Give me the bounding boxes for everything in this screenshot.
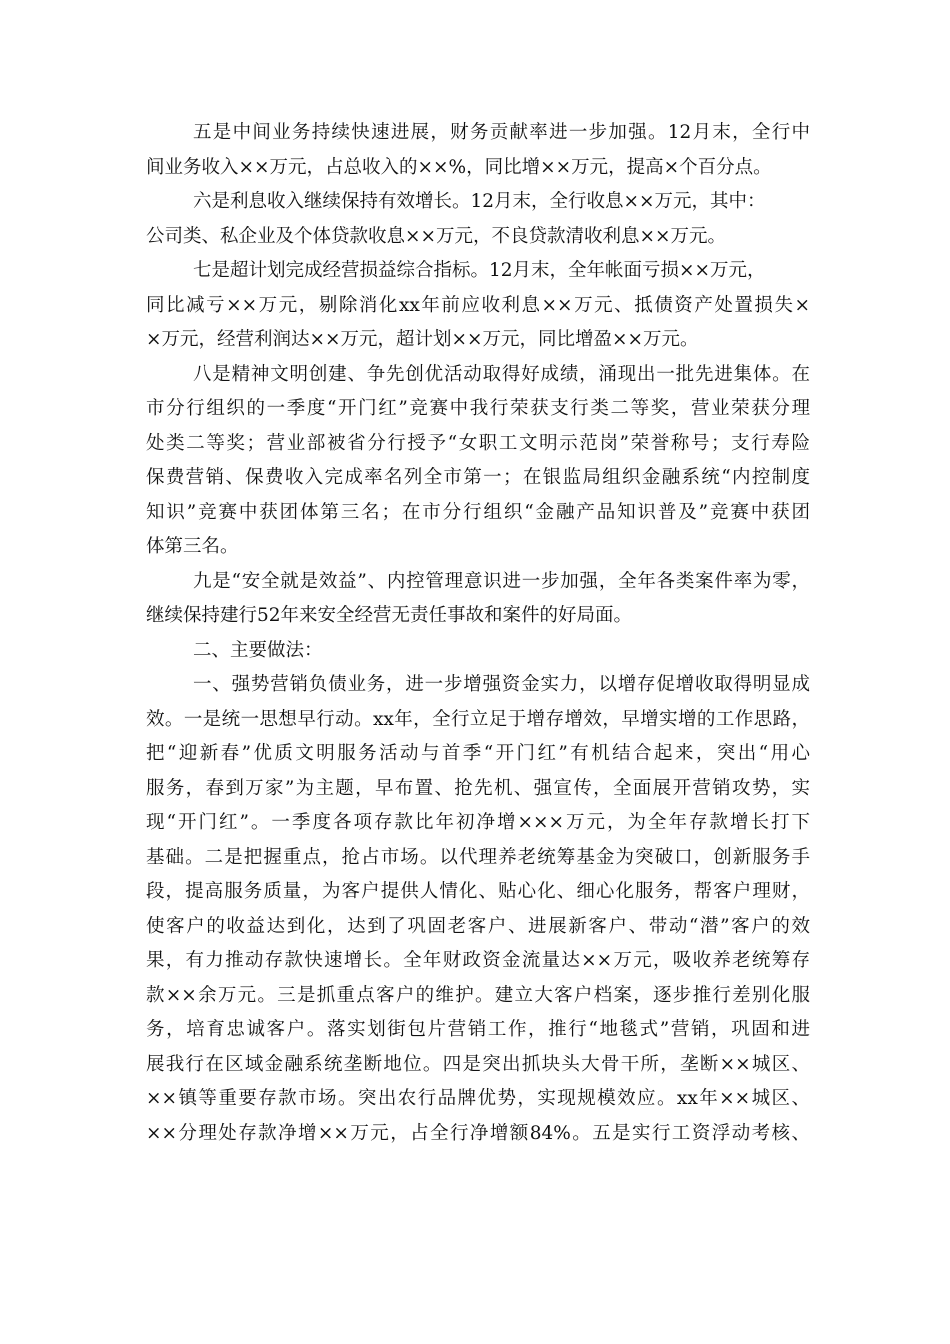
text-line: 六是利息收入继续保持有效增长。12月末，全行收息××万元，其中： bbox=[193, 191, 766, 212]
text-line: 市分行组织的一季度“开门红”竞赛中我行荣获支行类二等奖，营业荣获分理 bbox=[146, 398, 810, 419]
section-heading: 二、主要做法： bbox=[193, 639, 323, 661]
text-line: 使客户的收益达到化，达到了巩固老客户、进展新客户、带动“潜”客户的效 bbox=[146, 915, 810, 937]
text-line: 间业务收入××万元，占总收入的××%，同比增××万元，提高×个百分点。 bbox=[146, 156, 772, 178]
text-line: ××分理处存款净增××万元，占全行净增额84%。五是实行工资浮动考核、 bbox=[146, 1122, 810, 1144]
document-body bbox=[146, 116, 810, 1151]
text-line: 五是中间业务持续快速进展，财务贡献率进一步加强。12月末，全行中 bbox=[193, 122, 810, 143]
text-line: 九是“安全就是效益”、内控管理意识进一步加强，全年各类案件率为零， bbox=[193, 570, 810, 592]
text-line: 服务，春到万家”为主题，早布置、抢先机、强宣传，全面展开营销攻势，实 bbox=[146, 777, 810, 799]
text-line: 保费营销、保费收入完成率名列全市第一；在银监局组织金融系统“内控制度 bbox=[146, 467, 810, 488]
text-line: 八是精神文明创建、争先创优活动取得好成绩，涌现出一批先进集体。在 bbox=[193, 363, 810, 385]
text-line: 同比减亏××万元，剔除消化xx年前应收利息××万元、抵债资产处置损失× bbox=[146, 294, 810, 316]
text-line: 款××余万元。三是抓重点客户的维护。建立大客户档案，逐步推行差别化服 bbox=[146, 984, 810, 1006]
text-line: 把“迎新春”优质文明服务活动与首季“开门红”有机结合起来，突出“用心 bbox=[146, 743, 810, 764]
text-line: 效。一是统一思想早行动。xx年，全行立足于增存增效，早增实增的工作思路， bbox=[146, 708, 810, 730]
text-line: 现“开门红”。一季度各项存款比年初净增×××万元，为全年存款增长打下 bbox=[146, 812, 810, 833]
text-line: 基础。二是把握重点，抢占市场。以代理养老统筹基金为突破口，创新服务手 bbox=[146, 846, 810, 868]
text-line: ×万元，经营利润达××万元，超计划××万元，同比增盈××万元。 bbox=[146, 329, 699, 350]
text-line: 段，提高服务质量，为客户提供人情化、贴心化、细心化服务，帮客户理财， bbox=[146, 881, 810, 902]
text-line: 处类二等奖；营业部被省分行授予“女职工文明示范岗”荣誉称号；支行寿险 bbox=[146, 432, 810, 454]
text-line: 果，有力推动存款快速增长。全年财政资金流量达××万元，吸收养老统筹存 bbox=[146, 950, 810, 971]
text-line: 公司类、私企业及个体贷款收息××万元，不良贷款清收利息××万元。 bbox=[146, 225, 727, 247]
text-line: 七是超计划完成经营损益综合指标。12月末，全年帐面亏损××万元， bbox=[193, 260, 766, 281]
text-line: 务，培育忠诚客户。落实划街包片营销工作，推行“地毯式”营销，巩固和进 bbox=[146, 1019, 810, 1040]
text-line: 知识”竞赛中获团体第三名；在市分行组织“金融产品知识普及”竞赛中获团 bbox=[146, 501, 810, 523]
text-line: ××镇等重要存款市场。突出农行品牌优势，实现规模效应。xx年××城区、 bbox=[146, 1088, 810, 1109]
text-line: 体第三名。 bbox=[146, 536, 239, 557]
text-line: 展我行在区域金融系统垄断地位。四是突出抓块头大骨干所，垄断××城区、 bbox=[146, 1053, 810, 1075]
text-line: 一、强势营销负债业务，进一步增强资金实力，以增存促增收取得明显成 bbox=[193, 674, 810, 695]
text-line: 继续保持建行52年来安全经营无责任事故和案件的好局面。 bbox=[146, 605, 633, 626]
